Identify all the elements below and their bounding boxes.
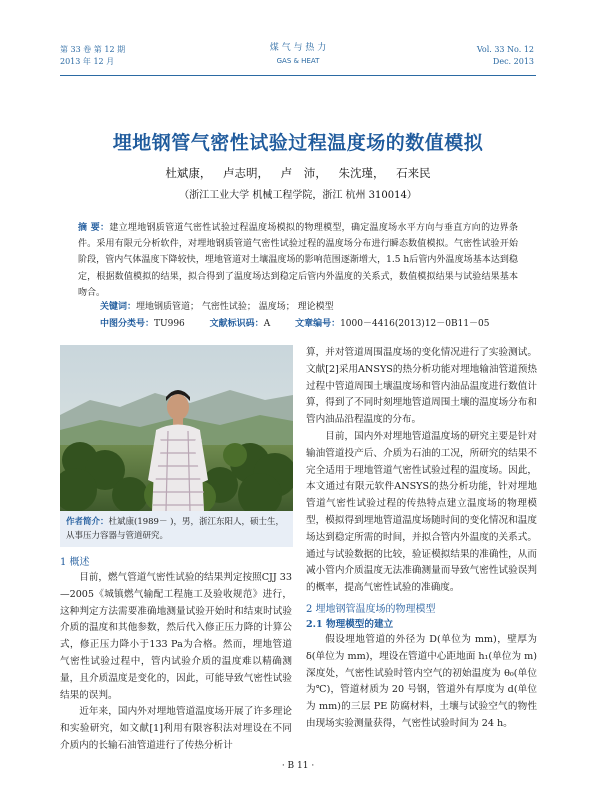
- paragraph: 算，并对管道周围温度场的变化情况进行了实验测试。文献[2]采用ANSYS的热分析功能对埋地输油管道预热过程中管道周围土壤温度场和管内油品温度进行数值计算，得到了不同时刻埋地管道周围土壤的温度场分布和管内油品沿程温度的分布。: [306, 347, 537, 426]
- paragraph: 目前，燃气管道气密性试验的结果判定按照CJJ 33—2005《城镇燃气输配工程施工及验收规范》进行，这种判定方法需要准确地测量试验开始时和结束时试验介质的温度和其他参数，然后代入修正压力降的计算公式，修正压力降小于133 Pa为合格。然而，埋地管道气密性试验过程中，管内试验介质的温度难以精确测量，且介质温度是变化的，因此，可能导致气密性试验结果的误判。: [60, 572, 292, 701]
- section-2-1-body: [306, 632, 537, 733]
- author-bio-label: 作者简介：: [66, 517, 109, 527]
- journal-name-en: GAS & HEAT: [276, 57, 320, 65]
- section-1-body: [60, 570, 292, 755]
- paper-title: 埋地钢管气密性试验过程温度场的数值模拟: [112, 132, 484, 154]
- author-bio-text: 杜斌康(1989－ )，男，浙江东阳人，硕士生，从事压力容器与管道研究。: [66, 517, 284, 541]
- paragraph: 目前，国内外对埋地管道温度场的研究主要是针对输油管道投产后、介质为石油的工况，所研究的结果不完全适用于埋地管道气密性试验过程的温度场。因此，本文通过有限元软件ANSYS的热分析功能，针对埋地管道气密性试验过程的传热特点建立温度场的物理模型，模拟得到埋地管道温度场随时间的变化情况和温度场达到稳定所需的时间，并拟合管内外温度的关系式。通过与试验数据的比较，验证模拟结果的准确性，从而减小管内介质温度无法准确测量而导致气密性试验误判的概率，提高气密性试验的准确度。: [306, 430, 537, 594]
- keywords-text: 埋地钢质管道； 气密性试验； 温度场； 理论模型: [136, 302, 334, 312]
- doc-code-value: A: [263, 319, 271, 329]
- authors: 杜斌康， 卢志明， 卢 沛， 朱沈瑾， 石来民: [165, 166, 431, 180]
- clc-value: TU996: [154, 319, 185, 329]
- section-2-1-heading: 2.1 物理模型的建立: [306, 619, 394, 630]
- paragraph: 假设埋地管道的外径为 D(单位为 mm)，壁厚为 δ(单位为 mm)，埋设在管道中心距地面 h₁(单位为 m)深度处，气密性试验时管内空气的初始温度为 θ₀(单位为℃)，管道材质为 20 号钢，管道外有厚度为 d(单位为 mm)的三层 PE 防腐材料，土壤与试验空气的物性由现场实验测量获得，气密性试验时间为 24 h。: [306, 634, 537, 729]
- affiliation: （浙江工业大学 机械工程学院，浙江 杭州 310014）: [179, 190, 417, 201]
- author-photo: [60, 345, 293, 511]
- date-en-line: Dec. 2013: [492, 57, 534, 66]
- page-number: · B 11 ·: [281, 761, 315, 771]
- keywords: [100, 299, 334, 312]
- paragraph: 近年来，国内外对埋地管道温度场开展了许多理论和实验研究，如文献[1]利用有限容积法对埋设在不同介质内的长输石油管道进行了传热分析计: [60, 706, 292, 751]
- header-divider: [60, 75, 536, 76]
- author-bio: [60, 511, 293, 547]
- article-number-value: 1000－4416(2013)12－0B11－05: [340, 319, 490, 329]
- abstract-label: 摘 要：: [78, 223, 110, 233]
- article-number-label: 文章编号：: [295, 319, 341, 329]
- date-line: 2013 年 12 月: [60, 57, 115, 66]
- keywords-label: 关键词：: [100, 302, 137, 312]
- section-2-heading: 2 埋地钢管温度场的物理模型: [306, 604, 436, 615]
- classification-line: [100, 316, 494, 329]
- clc-label: 中图分类号：: [100, 319, 155, 329]
- abstract: [78, 220, 518, 301]
- volume-issue-line: 第 33 卷 第 12 期: [60, 45, 126, 54]
- section-1-heading: 1 概述: [60, 557, 90, 568]
- journal-name-cn: 煤 气 与 热 力: [269, 43, 327, 53]
- journal-volume-en: [477, 44, 534, 68]
- abstract-text: 建立埋地钢质管道气密性试验过程温度场模拟的物理模型，确定温度场水平方向与垂直方向的边界条件。采用有限元分析软件，对埋地钢质管道气密性试验过程的温度场分布进行瞬态数值模拟。气密性试验开始阶段，管内气体温度下降较快，埋地管道对土壤温度场的影响范围逐渐增大，1.5 h后管内外温度场基本达到稳定，根据数值模拟的结果，拟合得到了温度场达到稳定后管内外温度的关系式，数值模拟结果与试验结果基本吻合。: [78, 223, 518, 298]
- volume-en-line: Vol. 33 No. 12: [476, 45, 534, 54]
- doc-code-label: 文献标识码：: [209, 319, 264, 329]
- right-column-body: [306, 345, 537, 597]
